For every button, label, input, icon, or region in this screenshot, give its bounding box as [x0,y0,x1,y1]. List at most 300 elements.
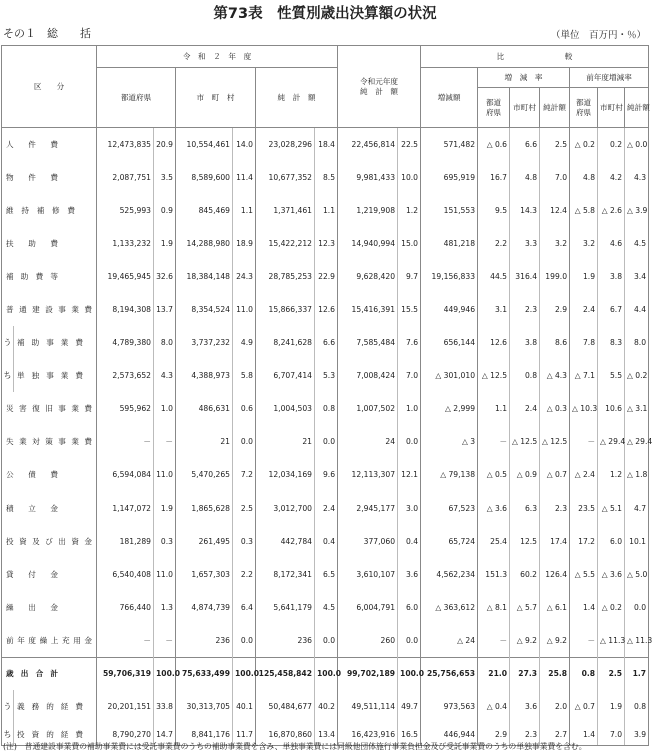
cell-rate-pref: 2.9 [478,723,510,746]
cell-prev-rate-muni: △ 2.6 [598,194,625,227]
cell-net-value: 1,371,461 [256,194,315,227]
cell-prev-rate-muni: △ 11.3 [598,624,625,657]
cell-net-value: 8,172,341 [256,558,315,591]
cell-rate-muni: 6.6 [510,128,540,161]
cell-prev-pct: 9.7 [398,260,421,293]
cell-rate-net: △ 0.3 [540,392,570,425]
cell-pref-value: － [97,425,154,458]
cell-muni-value: 18,384,148 [176,260,233,293]
cell-muni-pct: 0.3 [233,525,256,558]
cell-prev-pct: 15.0 [398,227,421,260]
cell-diff-value: 67,523 [421,492,478,525]
cell-rate-net: △ 6.1 [540,591,570,624]
header-prev-pref-line1: 都道 [575,98,592,108]
cell-rate-muni: 60.2 [510,558,540,591]
cell-prev-rate-net: 0.8 [625,690,649,723]
cell-muni-value: 21 [176,425,233,458]
header-prefectures: 都道府県 [97,68,176,128]
cell-diff-value: 151,553 [421,194,478,227]
cell-pref-value: 8,194,308 [97,293,154,326]
cell-rate-pref: △ 0.5 [478,458,510,491]
cell-rate-pref: － [478,425,510,458]
cell-rate-pref: △ 0.6 [478,128,510,161]
cell-muni-value: 8,841,176 [176,723,233,746]
cell-rate-pref: 25.4 [478,525,510,558]
cell-rate-net: 25.8 [540,657,570,690]
cell-prev-pct: 3.0 [398,492,421,525]
cell-net-value: 16,870,860 [256,723,315,746]
cell-net-value: 15,866,337 [256,293,315,326]
cell-diff-value: △ 24 [421,624,478,657]
header-rate-pref [478,88,510,128]
cell-muni-pct: 100.0 [233,657,256,690]
cell-diff-value: 25,756,653 [421,657,478,690]
row-label [2,657,97,690]
cell-prev-value: 1,219,908 [338,194,398,227]
cell-prev-rate-muni: 5.5 [598,359,625,392]
cell-muni-value: 10,554,461 [176,128,233,161]
cell-prev-rate-pref: △ 5.8 [570,194,598,227]
cell-prev-rate-pref: 1.4 [570,723,598,746]
cell-rate-pref: 3.1 [478,293,510,326]
cell-net-value: 3,012,700 [256,492,315,525]
cell-prev-rate-net: 10.1 [625,525,649,558]
header-prev-pref-line2: 府県 [575,107,592,117]
cell-pref-pct: 100.0 [154,657,176,690]
cell-rate-net: 2.7 [540,723,570,746]
cell-prev-rate-pref: 7.8 [570,326,598,359]
cell-net-pct: 100.0 [315,657,338,690]
cell-muni-pct: 0.6 [233,392,256,425]
cell-prev-pct: 1.2 [398,194,421,227]
cell-rate-muni: △ 12.5 [510,425,540,458]
cell-rate-pref: △ 0.4 [478,690,510,723]
table-row [2,326,649,359]
cell-muni-pct: 2.5 [233,492,256,525]
cell-rate-net: △ 4.3 [540,359,570,392]
cell-rate-pref: 16.7 [478,161,510,194]
unit-label: （単位 百万円・％） [550,30,646,41]
cell-prev-rate-pref: － [570,425,598,458]
cell-prev-rate-net: △ 3.9 [625,194,649,227]
cell-rate-net: 2.5 [540,128,570,161]
cell-rate-muni: 2.4 [510,392,540,425]
cell-muni-value: 5,470,265 [176,458,233,491]
cell-prev-rate-pref: △ 10.3 [570,392,598,425]
cell-prev-value: 15,416,391 [338,293,398,326]
cell-muni-pct: 0.0 [233,425,256,458]
cell-prev-pct: 16.5 [398,723,421,746]
row-label-text: 貸付金 [6,569,58,579]
cell-net-value: 8,241,628 [256,326,315,359]
expenditure-table [1,45,652,746]
cell-pref-pct: 3.5 [154,161,176,194]
cell-prev-rate-muni: 1.9 [598,690,625,723]
cell-prev-value: 7,008,424 [338,359,398,392]
cell-net-value: 50,484,677 [256,690,315,723]
cell-prev-rate-muni: 4.6 [598,227,625,260]
cell-prev-value: 1,007,502 [338,392,398,425]
cell-prev-pct: 22.5 [398,128,421,161]
cell-net-value: 5,641,179 [256,591,315,624]
cell-net-value: 28,785,253 [256,260,315,293]
cell-pref-pct: 11.0 [154,458,176,491]
cell-prev-rate-net: △ 5.0 [625,558,649,591]
cell-rate-pref: 44.5 [478,260,510,293]
cell-net-value: 12,034,169 [256,458,315,491]
cell-prev-value: 2,945,177 [338,492,398,525]
row-label-text: 扶助費 [6,238,58,248]
cell-rate-net: 12.4 [540,194,570,227]
cell-muni-pct: 24.3 [233,260,256,293]
row-label-text: 投資及び出資金 [6,536,92,546]
cell-net-pct: 13.4 [315,723,338,746]
cell-prev-pct: 15.5 [398,293,421,326]
row-label-text: 普通建設事業費 [6,305,92,315]
row-label-text: 災害復旧事業費 [6,404,92,414]
cell-prev-rate-muni: 10.6 [598,392,625,425]
cell-pref-value: 766,440 [97,591,154,624]
cell-prev-rate-muni: △ 3.6 [598,558,625,591]
cell-pref-pct: 11.0 [154,558,176,591]
cell-rate-muni: △ 9.2 [510,624,540,657]
cell-muni-value: 486,631 [176,392,233,425]
cell-pref-pct: 1.0 [154,392,176,425]
cell-rate-net: 2.3 [540,492,570,525]
cell-prev-rate-muni: 2.5 [598,657,625,690]
table-row [2,161,649,194]
cell-net-pct: 6.6 [315,326,338,359]
cell-rate-pref: 151.3 [478,558,510,591]
row-label [2,293,97,326]
cell-prev-value: 99,702,189 [338,657,398,690]
header-comparison: 比 較 [421,46,649,68]
table-row [2,293,649,326]
cell-prev-value: 6,004,791 [338,591,398,624]
cell-net-pct: 5.3 [315,359,338,392]
cell-pref-value: 8,790,270 [97,723,154,746]
cell-rate-muni: 27.3 [510,657,540,690]
cell-rate-net: 8.6 [540,326,570,359]
cell-rate-pref: － [478,624,510,657]
cell-muni-value: 845,469 [176,194,233,227]
table-body [2,128,652,746]
cell-net-pct: 12.3 [315,227,338,260]
cell-pref-pct: 1.9 [154,227,176,260]
cell-pref-value: 2,573,652 [97,359,154,392]
cell-net-pct: 8.5 [315,161,338,194]
cell-prev-rate-net: 1.7 [625,657,649,690]
cell-muni-pct: 7.2 [233,458,256,491]
cell-prev-value: 14,940,994 [338,227,398,260]
row-label [2,392,97,425]
cell-rate-pref: 21.0 [478,657,510,690]
cell-net-value: 10,677,352 [256,161,315,194]
cell-diff-value: 656,144 [421,326,478,359]
table-row [2,624,649,657]
section-subtitle: その１ 総 括 [3,27,91,40]
cell-rate-muni: 6.3 [510,492,540,525]
cell-diff-value: △ 79,138 [421,458,478,491]
cell-rate-net: △ 9.2 [540,624,570,657]
row-label-text: 義務的経費 [17,702,83,712]
cell-net-pct: 4.5 [315,591,338,624]
cell-prev-rate-pref: 4.8 [570,161,598,194]
row-label-text: 補助事業費 [17,338,83,348]
cell-pref-value: 12,473,835 [97,128,154,161]
cell-diff-value: △ 3 [421,425,478,458]
cell-prev-rate-muni: 0.2 [598,128,625,161]
cell-muni-pct: 11.7 [233,723,256,746]
cell-diff-value: 695,919 [421,161,478,194]
header-prev-pref [570,88,598,128]
cell-prev-rate-net: 4.3 [625,161,649,194]
row-label [2,525,97,558]
header-prev-net: 純計額 [625,88,649,128]
cell-net-pct: 18.4 [315,128,338,161]
cell-net-pct: 0.0 [315,425,338,458]
cell-rate-muni: 316.4 [510,260,540,293]
cell-prev-pct: 0.0 [398,425,421,458]
cell-rate-pref: △ 3.6 [478,492,510,525]
cell-pref-value: 19,465,945 [97,260,154,293]
cell-pref-value: 20,201,151 [97,690,154,723]
cell-muni-value: 4,874,739 [176,591,233,624]
cell-prev-rate-net: △ 29.4 [625,425,649,458]
cell-net-value: 236 [256,624,315,657]
cell-prev-rate-pref: 1.9 [570,260,598,293]
cell-prev-rate-pref: 1.4 [570,591,598,624]
cell-net-pct: 40.2 [315,690,338,723]
cell-net-pct: 12.6 [315,293,338,326]
cell-net-value: 15,422,212 [256,227,315,260]
cell-rate-muni: 0.8 [510,359,540,392]
cell-rate-pref: 2.2 [478,227,510,260]
cell-pref-pct: 32.6 [154,260,176,293]
cell-prev-pct: 7.6 [398,326,421,359]
header-rate-pref-line2: 府県 [485,107,502,117]
cell-prev-rate-net: △ 0.0 [625,128,649,161]
row-label [2,260,97,293]
cell-prev-rate-pref: △ 7.1 [570,359,598,392]
cell-pref-pct: 13.7 [154,293,176,326]
cell-pref-value: 1,133,232 [97,227,154,260]
row-label [14,326,97,359]
cell-muni-pct: 4.9 [233,326,256,359]
cell-pref-value: 595,962 [97,392,154,425]
cell-rate-net: 2.0 [540,690,570,723]
cell-rate-pref: 12.6 [478,326,510,359]
cell-prev-rate-net: 8.0 [625,326,649,359]
cell-prev-rate-net: △ 3.1 [625,392,649,425]
cell-prev-value: 9,628,420 [338,260,398,293]
cell-rate-net: △ 0.7 [540,458,570,491]
row-label [2,492,97,525]
cell-diff-value: 4,562,234 [421,558,478,591]
cell-rate-net: 3.2 [540,227,570,260]
table-row [2,227,649,260]
cell-pref-pct: 8.0 [154,326,176,359]
cell-muni-value: 8,589,600 [176,161,233,194]
cell-pref-pct: － [154,624,176,657]
cell-rate-pref: 1.1 [478,392,510,425]
header-municipalities: 市 町 村 [176,68,256,128]
cell-net-pct: 0.4 [315,525,338,558]
cell-prev-value: 377,060 [338,525,398,558]
row-label-text: 公債費 [6,470,58,480]
row-label [2,161,97,194]
cell-prev-value: 3,610,107 [338,558,398,591]
cell-prev-rate-muni: 8.3 [598,326,625,359]
table-row [2,690,649,723]
cell-muni-pct: 11.0 [233,293,256,326]
footnote: (注) 普通建設事業費の補助事業費には受託事業費のうちの補助事業費を含み、単独事業費には同級他団体施行事業負担金及び受託事業費のうちの単独事業費を含む。 [3,742,587,751]
cell-prev-rate-muni: △ 0.2 [598,591,625,624]
cell-prev-rate-muni: 6.7 [598,293,625,326]
cell-diff-value: 571,482 [421,128,478,161]
cell-prev-value: 24 [338,425,398,458]
cell-rate-net: 126.4 [540,558,570,591]
cell-prev-pct: 3.6 [398,558,421,591]
cell-rate-net: 2.9 [540,293,570,326]
cell-prev-pct: 1.0 [398,392,421,425]
cell-prev-pct: 10.0 [398,161,421,194]
cell-rate-muni: 3.6 [510,690,540,723]
table-row [2,492,649,525]
cell-diff-value: △ 2,999 [421,392,478,425]
cell-rate-net: △ 12.5 [540,425,570,458]
row-label-text: 維持補修費 [6,205,75,215]
header-reiwa1 [338,46,421,128]
cell-diff-value: 446,944 [421,723,478,746]
cell-prev-rate-pref: △ 0.7 [570,690,598,723]
table-row [2,558,649,591]
cell-pref-value: 181,289 [97,525,154,558]
cell-prev-rate-pref: 17.2 [570,525,598,558]
row-label-text: 失業対策事業費 [6,437,92,447]
cell-muni-value: 3,737,232 [176,326,233,359]
cell-prev-rate-pref: 2.4 [570,293,598,326]
cell-muni-value: 261,495 [176,525,233,558]
header-reiwa1-line1: 令和元年度 [360,77,399,87]
row-label [2,194,97,227]
cell-pref-value: 525,993 [97,194,154,227]
cell-diff-value: △ 363,612 [421,591,478,624]
cell-net-pct: 1.1 [315,194,338,227]
cell-pref-value: 2,087,751 [97,161,154,194]
cell-prev-pct: 7.0 [398,359,421,392]
cell-prev-value: 9,981,433 [338,161,398,194]
row-label [2,128,97,161]
row-bracket-mark: ち [2,723,14,746]
table-row [2,591,649,624]
cell-muni-value: 8,354,524 [176,293,233,326]
cell-prev-rate-muni: 4.2 [598,161,625,194]
cell-net-value: 6,707,414 [256,359,315,392]
cell-pref-pct: 14.7 [154,723,176,746]
cell-prev-rate-net: 3.9 [625,723,649,746]
cell-pref-pct: 20.9 [154,128,176,161]
cell-muni-pct: 5.8 [233,359,256,392]
header-prev-change-rate: 前年度増減率 [570,68,649,88]
cell-pref-value: 4,789,380 [97,326,154,359]
header-rate-net: 純計額 [540,88,570,128]
cell-prev-value: 16,423,916 [338,723,398,746]
row-label [2,591,97,624]
row-label-text: 投資的経費 [17,729,83,739]
table-row [2,194,649,227]
cell-pref-value: 6,540,408 [97,558,154,591]
cell-pref-pct: 1.9 [154,492,176,525]
table-row [2,525,649,558]
cell-rate-muni: 14.3 [510,194,540,227]
row-label-text: 積立金 [6,503,58,513]
cell-prev-rate-pref: 0.8 [570,657,598,690]
cell-prev-rate-muni: 6.0 [598,525,625,558]
cell-rate-net: 199.0 [540,260,570,293]
cell-net-pct: 0.0 [315,624,338,657]
cell-prev-rate-muni: 7.0 [598,723,625,746]
cell-prev-rate-muni: 1.2 [598,458,625,491]
cell-muni-pct: 0.0 [233,624,256,657]
cell-diff-value: 19,156,833 [421,260,478,293]
cell-rate-muni: △ 0.9 [510,458,540,491]
row-label-text: 前年度繰上充用金 [6,635,92,645]
cell-prev-rate-pref: △ 2.4 [570,458,598,491]
cell-pref-pct: 0.9 [154,194,176,227]
cell-prev-value: 7,585,484 [338,326,398,359]
cell-diff-value: 65,724 [421,525,478,558]
cell-prev-rate-pref: △ 0.2 [570,128,598,161]
table-row [2,128,649,161]
header-increase-amount: 増減額 [421,68,478,128]
cell-prev-rate-net: △ 0.2 [625,359,649,392]
header-prev-muni: 市町村 [598,88,625,128]
cell-pref-value: 1,147,072 [97,492,154,525]
cell-muni-value: 1,657,303 [176,558,233,591]
cell-pref-pct: 33.8 [154,690,176,723]
cell-net-value: 1,004,503 [256,392,315,425]
table-row [2,392,649,425]
cell-muni-pct: 14.0 [233,128,256,161]
cell-diff-value: 481,218 [421,227,478,260]
cell-rate-pref: △ 12.5 [478,359,510,392]
cell-net-value: 23,028,296 [256,128,315,161]
row-label-text: 人件費 [6,139,58,149]
cell-muni-pct: 6.4 [233,591,256,624]
cell-prev-rate-net: 4.5 [625,227,649,260]
cell-prev-pct: 12.1 [398,458,421,491]
cell-muni-pct: 11.4 [233,161,256,194]
table-row [2,260,649,293]
cell-muni-value: 236 [176,624,233,657]
cell-muni-value: 4,388,973 [176,359,233,392]
cell-prev-value: 12,113,307 [338,458,398,491]
cell-net-pct: 22.9 [315,260,338,293]
cell-pref-value: － [97,624,154,657]
cell-prev-rate-net: 4.4 [625,293,649,326]
cell-muni-value: 75,633,499 [176,657,233,690]
cell-muni-value: 14,288,980 [176,227,233,260]
header-reiwa2: 令 和 ２ 年 度 [97,46,338,68]
cell-prev-rate-pref: △ 5.5 [570,558,598,591]
header-kubun: 区 分 [2,46,97,128]
table-row [2,458,649,491]
cell-rate-net: 7.0 [540,161,570,194]
row-label-text: 単独事業費 [17,371,83,381]
cell-rate-pref: 9.5 [478,194,510,227]
row-label-text: 補助費等 [6,271,58,281]
